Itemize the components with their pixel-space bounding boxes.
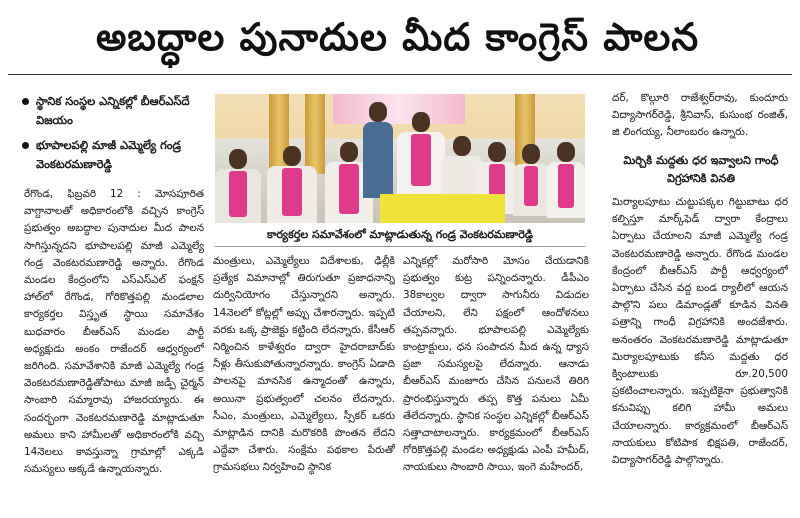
sub-headline: మిర్చికి మద్దతు ధర ఇవ్వాలని గాంధీ విగ్రహానికి వినతి [623,154,779,185]
column-3 [403,253,589,503]
column-4-body-text: మిర్యాలపూటు చుట్టుపక్కల గిట్టుబాటు ధర కల్పిస్తూ మార్క్‌ఫెడ్ ద్వారా కేంద్రాలు ఏర్పాటు చేయాలని మాజీ ఎమ్మెల్యే గండ్ర వెంకటరమణారెడ్డి అన్నారు. రేగొండ మండల కేంద్రంలో బీఆర్ఎస్ పార్టీ ఆధ్వర్యంలో ఏర్పాటు చేసిన వద్ద బండ ర్యాలీలో ఆయన పాల్గొని పలు డిమాండ్లతో కూడిన వినతి పత్రాన్ని గాంధీ విగ్రహానికి అందజేశారు. అనంతరం వెంకటరమణారెడ్డి మాట్లాడుతూ మిర్యాలపూటుకు కనీస మద్దతు ధర క్వింటాలుకు రూ.20,500 ప్రకటించాలన్నారు. ఇప్పటికైనా ప్రభుత్వానికి కనువిప్పు కలిగి హామీ అమలు చేయాలన్నారు. కార్యక్రమంలో బీఆర్ఎస్ నాయకులు కోటిపాక భిక్షపతి, రాజేందర్, విద్యాసాగర్‌రెడ్డి పాల్గొన్నారు. [612,196,788,467]
column-4-top [612,90,788,142]
column-2 [213,253,395,503]
photo-person [267,146,317,223]
column-2-text: మంత్రులు, ఎమ్మెల్యేలు విదేశాలకు, ఢిల్లీకి ప్రత్యేక విమానాల్లో తిరుగుతూ ప్రజాధనాన్ని దుర్వినియోగం చేస్తున్నారని అన్నారు. 14నెలలో కోట్లల్లో అప్పు చేశారన్నారు. ఇప్పటి వరకు ఒక్క ప్రాజెక్టు కట్టింది లేదన్నారు. కేసీఆర్ నిర్మించిన కాళేశ్వరం ద్వారా హైదరాబాద్‌కు నీళ్లు తీసుకుపోతున్నారన్నారు. కాంగ్రెస్ ఏడాది పాలనపై మానసిక ఉన్మాదంతో ఉన్నారు, అయినా ప్రభుత్వంలో చలనం లేదన్నారు. సీఎం, మంత్రులు, ఎమ్మెల్యేలు, స్పీకర్ ఒకరు మాట్లాడిన దానికి మరొకరికి పొంతన లేదని ఎద్దేవా చేశారు. సంక్షేమ పథకాల పేరుతో గ్రామసభలు నిర్వహించి స్థానిక [213,255,395,474]
photo-table [380,194,505,223]
caption-rule [215,246,585,247]
photo-person [215,149,261,223]
column-1-text: రేగొండ, ఫిబ్రవరి 12 : మోసపూరిత వాగ్దానాలతో అధికారంలోకి వచ్చిన కాంగ్రెస్ ప్రభుత్వం అబద్ధాల పునాదుల మీద పాలన సాగిస్తున్నదని భూపాలపల్లి మాజీ ఎమ్మెల్యే గండ్ర వెంకటరమణారెడ్డి అన్నారు. రేగొండ మండల కేంద్రంలోని ఎస్ఎస్ఎల్ ఫంక్షన్ హాల్‌లో రేగొండ, గోరికొత్తపల్లి మండలాల కార్యకర్తల విస్తృత స్థాయి సమావేశం బుధవారం బీఆర్ఎస్ మండల పార్టీ అధ్యక్షుడు అంకం రాజేందర్ ఆధ్వర్యంలో జరిగింది. సమావేశానికి మాజీ ఎమ్మెల్యే గండ్ర వెంకటరమణారెడ్డితోపాటు మాజీ జడ్పీ చైర్మన్ సాంబారి సమ్మారావు హాజరయ్యారు. ఈ సందర్భంగా వెంకటరమణారెడ్డి మాట్లాడుతూ అమలు కాని హామీలతో అధికారంలోకి వచ్చి 14నెలలు కావస్తున్నా గ్రామాల్లో ఎక్కడి సమస్యలు అక్కడే ఉన్నాయన్నారు. [24,188,204,476]
event-photo [215,94,585,223]
photo-person [513,144,549,216]
column-1 [24,186,204,501]
headline: అబద్ధాల పునాదుల మీద కాంగ్రెస్ పాలన [95,15,700,59]
highlights-list [22,92,200,180]
photo-person [547,142,585,218]
highlight-item [22,136,200,174]
column-3-text: ఎన్నికల్లో మరోసారి మోసం చేయడానికి ప్రభుత్వం కుట్ర పన్నిందన్నారు. డీపీఎం 38కాల్వల ద్వారా సాగునీరు విడుదల చేయాలని, లేని పక్షంలో ఆందోళనలు తప్పవన్నారు. భూపాలపల్లి ఎమ్మెల్యేకు కాంట్రాక్టులు, ధన సంపాదన మీద ఉన్న ధ్యాస ప్రజా సమస్యలపై లేదన్నారు. ఆనాడు బీఆర్ఎస్ మంజూరు చేసిన పనులనే తిరిగి ప్రారంభిస్తున్నారు తప్ప కొత్త పనులు ఏమీ తేలేదన్నారు. స్థానిక సంస్థల ఎన్నికల్లో బీఆర్ఎస్ సత్తాచాటాలన్నారు. కార్యక్రమంలో బీఆర్ఎస్ గోరికొత్తపల్లి మండల అధ్యక్షుడు ఎంపీ హమీద్, నాయకులు సాంబారి సాయి, ఇంగె మహేందర్, [403,255,589,474]
bullet-icon [22,98,29,105]
photo-caption: కార్యకర్తల సమావేశంలో మాట్లాడుతున్న గండ్ర వెంకటరమణారెడ్డి [266,228,534,241]
photo-person [363,102,393,198]
column-4-top-text: దర్, కొల్గూరి రాజేశ్వర్‌రావు, కుందూరు విద్యాసాగర్‌రెడ్డి, శ్రీనివాస్, కుసుంభ రంజిత్, జి లింగయ్య, నీలాంబరం ఉన్నారు. [612,92,788,139]
highlight-text: స్థానిక సంస్థల ఎన్నికల్లో బీఆర్ఎస్‌దే విజయం [36,94,190,127]
highlight-item [22,92,200,130]
bullet-icon [22,142,29,149]
highlight-text: భూపాలపల్లి మాజీ ఎమ్మెల్యే గండ్ర వెంకటరమణారెడ్డి [36,138,181,171]
photo-person [397,112,445,194]
column-4-body [612,194,788,502]
headline-rule [8,74,792,75]
